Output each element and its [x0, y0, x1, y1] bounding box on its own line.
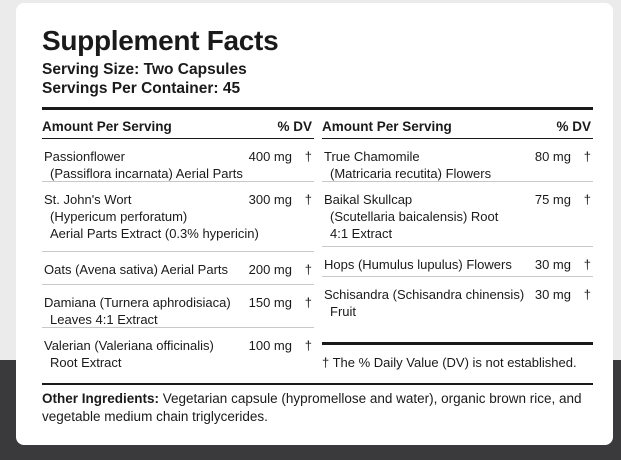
- ingredient-name: [44, 148, 243, 182]
- other-ingredients-text: Vegetarian capsule (hypromellose and water), organic brown rice, and vegetable medium chain triglycerides.: [42, 391, 582, 424]
- ingredient-row: [42, 139, 314, 182]
- ingredient-amount: 30 mg: [534, 287, 571, 302]
- ingredient-name-main: Oats (Avena sativa) Aerial Parts: [44, 262, 229, 277]
- ingredient-name: [44, 261, 228, 278]
- ingredient-dv: †: [583, 287, 591, 302]
- ingredient-name-main: Schisandra (Schisandra chinensis): [324, 287, 525, 302]
- ingredient-detail: Leaves 4:1 Extract: [50, 312, 158, 327]
- ingredient-detail: (Passiflora incarnata) Aerial Parts: [50, 166, 243, 181]
- right-column-header: [322, 110, 593, 139]
- ingredient-name: [324, 256, 512, 273]
- footnote-divider: [322, 342, 593, 345]
- page-title: Supplement Facts: [42, 25, 279, 56]
- amount-per-serving-label: Amount Per Serving: [42, 119, 172, 134]
- ingredient-name: [324, 191, 498, 242]
- ingredient-detail: Aerial Parts Extract (0.3% hypericin): [50, 226, 259, 241]
- ingredient-name-main: Valerian (Valeriana officinalis): [44, 338, 214, 353]
- ingredient-dv: †: [304, 338, 312, 353]
- ingredient-detail: Root Extract: [50, 355, 122, 370]
- servings-per-container: Servings Per Container: 45: [42, 80, 241, 97]
- ingredient-amount: 30 mg: [534, 257, 571, 272]
- other-ingredients-divider: [42, 383, 593, 385]
- ingredient-row: [42, 285, 314, 328]
- dv-label: % DV: [556, 119, 591, 134]
- ingredient-amount: 150 mg: [248, 295, 292, 310]
- ingredient-dv: †: [304, 149, 312, 164]
- amount-per-serving-label: Amount Per Serving: [322, 119, 452, 134]
- ingredient-amount: 80 mg: [534, 149, 571, 164]
- supplement-facts-panel: [16, 3, 613, 445]
- ingredient-row: [42, 182, 314, 252]
- dv-footnote: † The % Daily Value (DV) is not established.: [322, 355, 577, 370]
- ingredient-dv: †: [583, 149, 591, 164]
- ingredient-name: [324, 286, 524, 320]
- ingredient-amount: 400 mg: [248, 149, 292, 164]
- ingredient-dv: †: [583, 192, 591, 207]
- ingredient-detail: (Scutellaria baicalensis) Root: [330, 209, 499, 224]
- ingredient-name: [44, 294, 231, 328]
- other-ingredients: [42, 390, 602, 426]
- right-column: [322, 110, 593, 325]
- ingredient-row: [322, 277, 593, 325]
- ingredient-row: [322, 139, 593, 182]
- ingredient-name: [44, 337, 214, 371]
- ingredient-dv: †: [304, 192, 312, 207]
- ingredient-row: [322, 247, 593, 277]
- ingredient-amount: 100 mg: [248, 338, 292, 353]
- ingredient-detail: (Hypericum perforatum): [50, 209, 188, 224]
- ingredient-name: [324, 148, 491, 182]
- ingredient-detail: (Matricaria recutita) Flowers: [330, 166, 492, 181]
- left-column: [42, 110, 314, 374]
- serving-size: Serving Size: Two Capsules: [42, 61, 247, 78]
- ingredient-name: [44, 191, 259, 242]
- ingredient-dv: †: [304, 262, 312, 277]
- ingredient-detail: 4:1 Extract: [330, 226, 393, 241]
- ingredient-name-main: Hops (Humulus lupulus) Flowers: [324, 257, 512, 272]
- ingredient-amount: 300 mg: [248, 192, 292, 207]
- ingredient-name-main: True Chamomile: [324, 149, 420, 164]
- ingredient-name-main: Baikal Skullcap: [324, 192, 413, 207]
- ingredient-name-main: Damiana (Turnera aphrodisiaca): [44, 295, 231, 310]
- ingredient-row: [42, 328, 314, 374]
- ingredient-amount: 75 mg: [534, 192, 571, 207]
- left-column-header: [42, 110, 314, 139]
- ingredient-amount: 200 mg: [248, 262, 292, 277]
- ingredient-name-main: Passionflower: [44, 149, 125, 164]
- other-ingredients-label: Other Ingredients:: [42, 391, 160, 406]
- ingredient-row: [42, 252, 314, 285]
- ingredient-name-main: St. John's Wort: [44, 192, 132, 207]
- ingredient-detail: Fruit: [330, 304, 356, 319]
- dv-label: % DV: [277, 119, 312, 134]
- ingredient-row: [322, 182, 593, 247]
- ingredient-dv: †: [583, 257, 591, 272]
- ingredient-dv: †: [304, 295, 312, 310]
